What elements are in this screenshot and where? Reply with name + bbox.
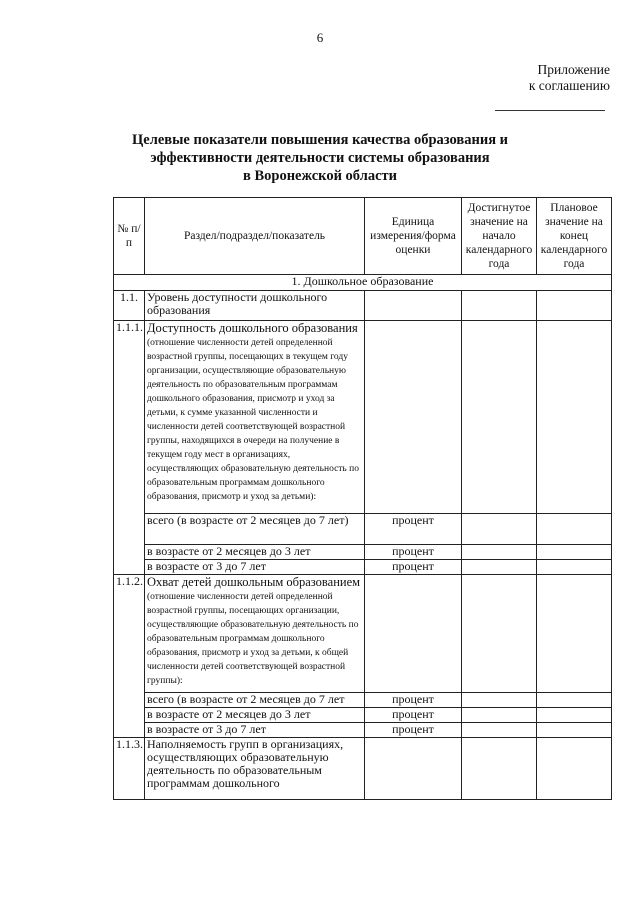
achieved-cell <box>462 514 537 545</box>
header-achieved: Достигнутое значение на начало календарного года <box>462 198 537 275</box>
table-row <box>114 514 612 545</box>
row-label: Наполняемость групп в организациях, осуществляющих образовательную деятельность по образовательным программам дошкольного <box>145 738 365 800</box>
row-num: 1.1.1. <box>114 321 145 575</box>
planned-cell <box>537 738 612 800</box>
indicators-table <box>113 197 612 800</box>
unit-cell: процент <box>365 708 462 723</box>
title-line3: в Воронежской области <box>243 168 397 184</box>
header-num: № п/п <box>114 198 145 275</box>
sub-label: в возрасте от 3 до 7 лет <box>145 723 365 738</box>
planned-cell <box>537 708 612 723</box>
unit-cell: процент <box>365 514 462 545</box>
planned-cell <box>537 560 612 575</box>
table-row <box>114 723 612 738</box>
planned-cell <box>537 545 612 560</box>
row-note: (отношение численности детей определенной возрастной группы, посещающих в текущем году организации, осуществляющие образовательную деятельность по образовательным программам дошкольного образования, присмотр и уход за детьми, к сумме указанной численности и численности детей соответствующей возрастной группы, находящихся в очереди на получение в текущем году мест в организациях, осуществляющих образовательную деятельность по образовательным программам дошкольного образования, присмотр и уход за детьми): <box>147 338 359 502</box>
row-note: (отношение численности детей определенной возрастной группы, посещающих организации, осуществляющие образовательную деятельность по образовательным программам дошкольного образования, присмотр и уход за детьми, к общей численности детей соответствующей возрастной группы): <box>147 592 359 686</box>
achieved-cell <box>462 738 537 800</box>
achieved-cell <box>462 693 537 708</box>
unit-cell <box>365 291 462 321</box>
achieved-cell <box>462 545 537 560</box>
achieved-cell <box>462 321 537 514</box>
planned-cell <box>537 514 612 545</box>
sub-label: всего (в возрасте от 2 месяцев до 7 лет) <box>145 514 365 545</box>
section-row <box>114 275 612 291</box>
header-section: Раздел/подраздел/показатель <box>145 198 365 275</box>
unit-cell <box>365 575 462 693</box>
row-num: 1.1.2. <box>114 575 145 738</box>
row-num: 1.1.3. <box>114 738 145 800</box>
achieved-cell <box>462 291 537 321</box>
document-title <box>0 131 640 185</box>
table-row <box>114 560 612 575</box>
sub-label: в возрасте от 2 месяцев до 3 лет <box>145 708 365 723</box>
row-description <box>145 575 365 693</box>
achieved-cell <box>462 723 537 738</box>
appendix-line1: Приложение <box>537 62 610 77</box>
appendix-line2: к соглашению <box>528 78 610 93</box>
appendix-caption <box>529 62 610 94</box>
planned-cell <box>537 723 612 738</box>
appendix-underline <box>495 110 605 111</box>
header-row <box>114 198 612 275</box>
planned-cell <box>537 321 612 514</box>
row-description <box>145 321 365 514</box>
row-label: Охват детей дошкольным образованием <box>147 575 361 589</box>
section-title: 1. Дошкольное образование <box>114 275 612 291</box>
row-label: Уровень доступности дошкольного образования <box>145 291 365 321</box>
planned-cell <box>537 693 612 708</box>
row-num: 1.1. <box>114 291 145 321</box>
row-label: Доступность дошкольного образования <box>147 321 358 335</box>
header-planned: Плановое значение на конец календарного года <box>537 198 612 275</box>
table-row <box>114 693 612 708</box>
table-row <box>114 738 612 800</box>
title-line2: эффективности деятельности системы образования <box>150 150 490 166</box>
table-row <box>114 708 612 723</box>
page-number: 6 <box>316 30 324 45</box>
unit-cell: процент <box>365 693 462 708</box>
unit-cell: процент <box>365 560 462 575</box>
table-row <box>114 321 612 514</box>
sub-label: в возрасте от 3 до 7 лет <box>145 560 365 575</box>
unit-cell: процент <box>365 723 462 738</box>
unit-cell: процент <box>365 545 462 560</box>
unit-cell <box>365 321 462 514</box>
planned-cell <box>537 291 612 321</box>
achieved-cell <box>462 708 537 723</box>
planned-cell <box>537 575 612 693</box>
achieved-cell <box>462 560 537 575</box>
title-line1: Целевые показатели повышения качества образования и <box>131 132 509 148</box>
achieved-cell <box>462 575 537 693</box>
header-unit: Единица измерения/форма оценки <box>365 198 462 275</box>
table-row <box>114 545 612 560</box>
sub-label: всего (в возрасте от 2 месяцев до 7 лет <box>145 693 365 708</box>
sub-label: в возрасте от 2 месяцев до 3 лет <box>145 545 365 560</box>
table-row <box>114 575 612 693</box>
unit-cell <box>365 738 462 800</box>
table-row <box>114 291 612 321</box>
